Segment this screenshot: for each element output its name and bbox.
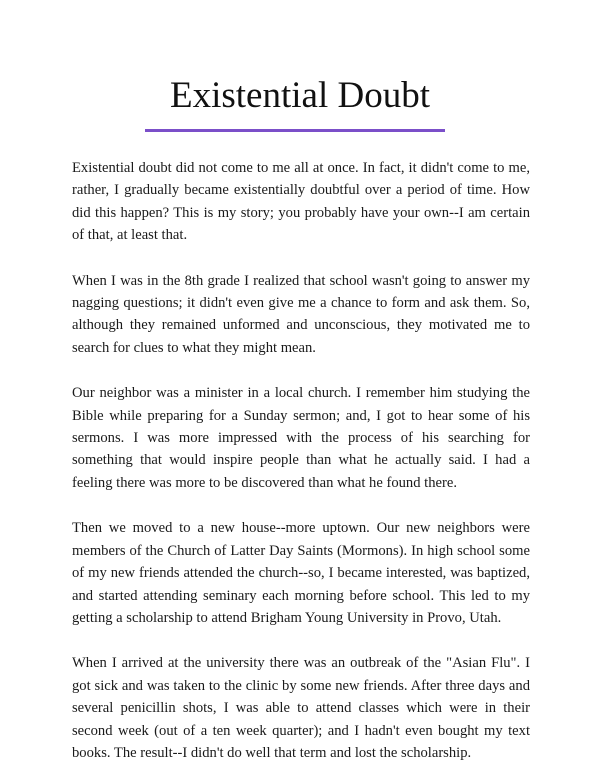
paragraph-5: When I arrived at the university there was an outbreak of the "Asian Flu". I got sick and was taken to the clinic by some new friends. After three days and several penicillin shots, I was able to attend classes which were in their second week (out of a ten week quarter); and I hadn't even bought my text books. The result--I didn't do well that term and lost the scholarship. (72, 655, 530, 761)
page-title: Existential Doubt (170, 75, 430, 116)
paragraph-4: Then we moved to a new house--more uptown. Our new neighbors were members of the Church of Latter Day Saints (Mormons). In high school some of my new friends attended the church--so, I became interested, was baptized, and started attending seminary each morning before school. This led to my getting a scholarship to attend Brigham Young University in Provo, Utah. (72, 520, 530, 626)
paragraph-1: Existential doubt did not come to me all at once. In fact, it didn't come to me, rather, I gradually became existentially doubtful over a period of time. How did this happen? This is my story; you probably have your own--I am certain of that, at least that. (72, 160, 530, 244)
title-divider (145, 129, 445, 132)
paragraph-2: When I was in the 8th grade I realized that school wasn't going to answer my nagging questions; it didn't even give me a chance to form and ask them. So, although they remained unformed and unconscious, they motivated me to search for clues to what they might mean. (72, 272, 530, 356)
article-body (72, 157, 530, 764)
paragraph-3: Our neighbor was a minister in a local church. I remember him studying the Bible while preparing for a Sunday sermon; and, I got to hear some of his sermons. I was more impressed with the process of his searching for something that would inspire people than what he actually said. I had a feeling there was more to be discovered than what he found there. (72, 385, 530, 491)
